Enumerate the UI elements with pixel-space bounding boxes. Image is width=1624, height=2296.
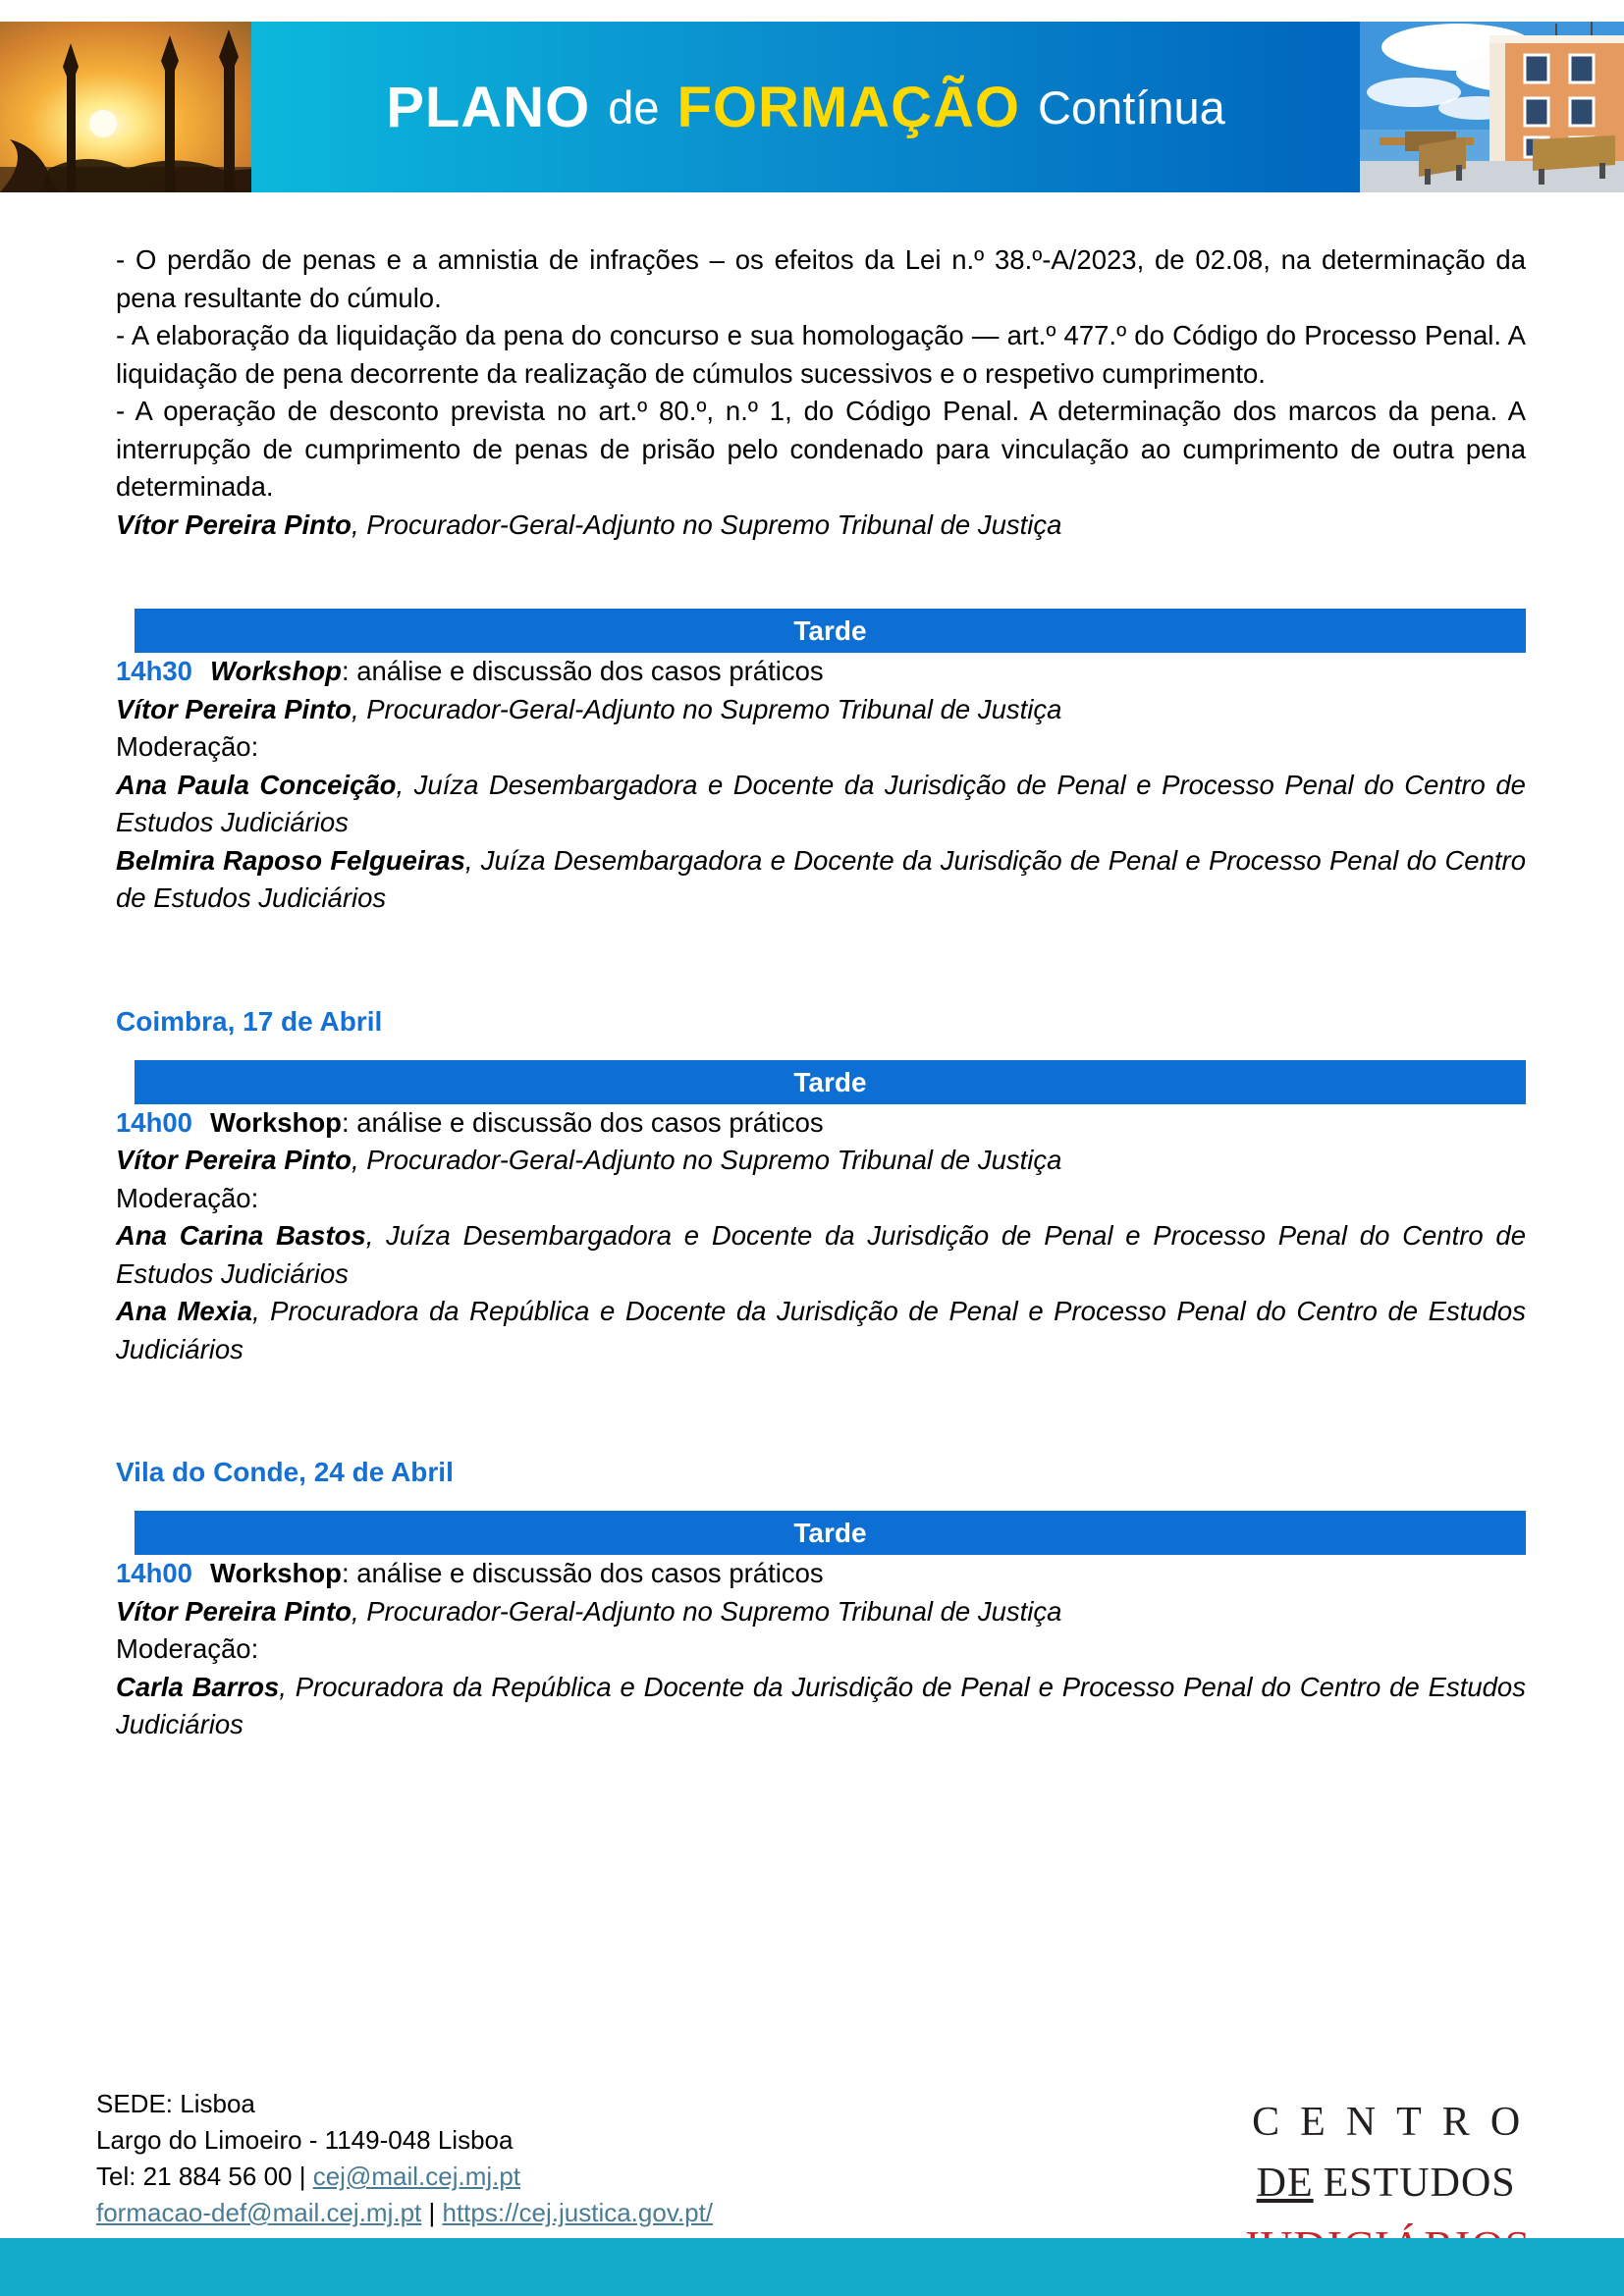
website-link[interactable]: https://cej.justica.gov.pt/ xyxy=(442,2197,714,2227)
session-time: 14h00 xyxy=(116,1558,192,1589)
period-label: Tarde xyxy=(793,1066,867,1097)
speaker-role: , Procurador-Geral-Adjunto no Supremo Tribunal de Justiça xyxy=(351,693,1062,724)
intro-bullet-2: - A elaboração da liquidação da pena do concurso e sua homologação — art.º 477.º do Código do Processo Penal. A liquidação de pena decorrente da realização de cúmulos sucessivos e o respetivo cumprimento. xyxy=(116,320,1526,389)
intro-paragraphs xyxy=(116,241,1526,507)
moderator-line xyxy=(116,767,1526,842)
tel-line xyxy=(96,2159,713,2195)
session-block-3 xyxy=(116,1453,1526,1744)
email-link-cej[interactable]: cej@mail.cej.mj.pt xyxy=(312,2161,521,2191)
moderator-role: , Juíza Desembargadora e Docente da Jurisdição de Penal e Processo Penal do Centro de Estudos Judiciários xyxy=(116,844,1526,913)
speaker-name: Vítor Pereira Pinto xyxy=(116,693,352,724)
speaker-role: , Procurador-Geral-Adjunto no Supremo Tribunal de Justiça xyxy=(351,508,1062,540)
moderator-name: Carla Barros xyxy=(116,1671,280,1702)
logo-de: DE xyxy=(1256,2160,1314,2206)
session-location: Coimbra, 17 de Abril xyxy=(116,1005,383,1037)
moderator-role: , Procuradora da República e Docente da Jurisdição de Penal e Processo Penal do Centro de Estudos Judiciários xyxy=(116,1296,1526,1364)
session-speaker-line xyxy=(116,1142,1526,1180)
title-de: de xyxy=(608,80,660,133)
speaker-role: , Procurador-Geral-Adjunto no Supremo Tribunal de Justiça xyxy=(351,1145,1062,1176)
email-link-formacao[interactable]: formacao-def@mail.cej.mj.pt xyxy=(96,2197,422,2227)
title-formacao: FORMAÇÃO xyxy=(677,75,1021,139)
intro-bullet-3: - A operação de desconto prevista no art.º 80.º, n.º 1, do Código Penal. A determinação dos marcos da pena. A interrupção de cumprimento de penas de prisão pelo condenado para vinculação ao cumprimento de outra pena determinada. xyxy=(116,396,1526,502)
moderator-role: , Juíza Desembargadora e Docente da Jurisdição de Penal e Processo Penal do Centro de Estudos Judiciários xyxy=(116,769,1526,837)
workshop-label: Workshop xyxy=(209,1558,342,1589)
speaker-name: Vítor Pereira Pinto xyxy=(116,1145,352,1176)
intro-bullet-1: - O perdão de penas e a amnistia de infrações – os efeitos da Lei n.º 38.º-A/2023, de 02.08, na determinação da pena resultante do cúmulo. xyxy=(116,244,1526,313)
session-block-1 xyxy=(116,609,1526,918)
period-label: Tarde xyxy=(793,1518,867,1549)
session-speaker-line xyxy=(116,691,1526,729)
footer-accent-bar xyxy=(0,2238,1624,2296)
moderator-role: , Procuradora da República e Docente da Jurisdição de Penal e Processo Penal do Centro de Estudos Judiciários xyxy=(116,1671,1526,1740)
moderator-name: Ana Paula Conceição xyxy=(116,769,397,800)
session-time-line xyxy=(116,653,1526,691)
logo-de-estudos xyxy=(1241,2155,1531,2214)
moderator-name: Ana Mexia xyxy=(116,1296,252,1327)
sunset-photo xyxy=(0,22,251,192)
period-bar xyxy=(135,609,1526,653)
moderator-line xyxy=(116,1217,1526,1293)
tel-text: Tel: 21 884 56 00 | xyxy=(96,2161,313,2191)
header-banner xyxy=(0,22,1624,192)
workshop-desc: : análise e discussão dos casos práticos xyxy=(341,1106,824,1138)
logo-centro: CENTRO xyxy=(1252,2100,1542,2145)
contact-block xyxy=(96,2086,713,2231)
address-line: Largo do Limoeiro - 1149-048 Lisboa xyxy=(96,2124,514,2155)
moderator-line xyxy=(116,1293,1526,1368)
links-line xyxy=(96,2195,713,2231)
workshop-desc: : análise e discussão dos casos práticos xyxy=(341,656,824,686)
workshop-desc: : análise e discussão dos casos práticos xyxy=(341,1558,824,1589)
session-time-line xyxy=(116,1104,1526,1143)
moderation-label: Moderação: xyxy=(116,1633,259,1665)
document-body xyxy=(0,241,1624,1744)
workshop-label: Workshop xyxy=(209,656,342,686)
session-time-line xyxy=(116,1555,1526,1593)
period-bar xyxy=(135,1060,1526,1104)
title-plano: PLANO xyxy=(386,75,591,139)
banner-title xyxy=(251,22,1360,192)
moderation-label: Moderação: xyxy=(116,1182,259,1213)
moderator-role: , Juíza Desembargadora e Docente da Jurisdição de Penal e Processo Penal do Centro de Estudos Judiciários xyxy=(116,1220,1526,1289)
session-block-2 xyxy=(116,1002,1526,1369)
building-photo xyxy=(1360,22,1624,192)
period-bar xyxy=(135,1511,1526,1555)
moderator-name: Belmira Raposo Felgueiras xyxy=(116,844,465,876)
moderator-name: Ana Carina Bastos xyxy=(116,1220,366,1252)
session-speaker-line xyxy=(116,1593,1526,1631)
workshop-label: Workshop xyxy=(209,1106,342,1138)
period-label: Tarde xyxy=(793,615,867,646)
moderator-line xyxy=(116,1669,1526,1744)
speaker-role: , Procurador-Geral-Adjunto no Supremo Tribunal de Justiça xyxy=(351,1595,1062,1627)
speaker-name: Vítor Pereira Pinto xyxy=(116,1595,352,1627)
link-separator: | xyxy=(421,2197,443,2227)
intro-speaker-line xyxy=(116,507,1526,545)
moderator-line xyxy=(116,842,1526,918)
speaker-name: Vítor Pereira Pinto xyxy=(116,508,352,540)
title-continua: Contínua xyxy=(1038,80,1225,133)
session-time: 14h30 xyxy=(116,656,192,686)
session-time: 14h00 xyxy=(116,1106,192,1138)
session-location: Vila do Conde, 24 de Abril xyxy=(116,1457,454,1488)
sede-line: SEDE: Lisboa xyxy=(96,2089,255,2118)
moderation-label: Moderação: xyxy=(116,731,259,762)
logo-estudos: ESTUDOS xyxy=(1323,2160,1516,2206)
